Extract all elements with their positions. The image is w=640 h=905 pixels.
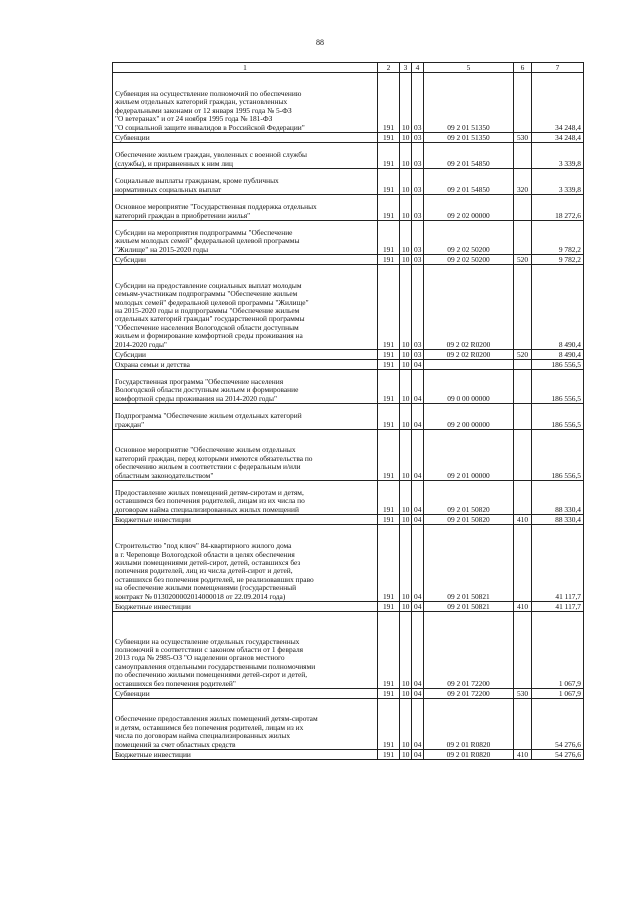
subsection-code-cell: 04	[412, 404, 424, 430]
table-row	[113, 404, 584, 430]
admin-code-cell: 191	[378, 404, 400, 430]
section-code-cell: 10	[400, 481, 412, 515]
table-row	[113, 699, 584, 750]
column-header: 1	[113, 63, 378, 73]
row-name-cell: Строительство "под ключ" 84-квартирного жилого дома в г. Череповце Вологодской области в целях обеспечения жилыми помещениями детей-сирот, детей, оставшихся без попечения родителей, лиц из числа детей-сирот и детей, оставшихся без попечения родителей, не реализовавших право на обеспечение жилыми помещениями (государственный контракт № 0130200002014000018 от 22.09.2014 года)	[113, 525, 378, 602]
table-row	[113, 612, 584, 689]
subsection-code-cell: 03	[412, 255, 424, 265]
admin-code-cell: 191	[378, 515, 400, 525]
row-name-cell: Государственная программа "Обеспечение населения Вологодской области доступным жильем и формирование комфортной среды проживания на 2014-2020 годы"	[113, 370, 378, 404]
row-name-cell: Обеспечение предоставления жилых помещений детям-сиротам и детям, оставшимся без попечения родителей, лицам из их числа по договорам найма специализированных жилых помещений за счет областных средств	[113, 699, 378, 750]
section-code-cell: 10	[400, 689, 412, 699]
amount-cell: 3 339,8	[532, 143, 584, 169]
row-name-cell: Бюджетные инвестиции	[113, 515, 378, 525]
table-row	[113, 133, 584, 143]
expense-type-code-cell	[514, 370, 532, 404]
row-name-cell: Субвенции на осуществление отдельных государственных полномочий в соответствии с законом области от 1 февраля 2013 года № 2985-ОЗ "О наделении органов местного самоуправления отдельными государственными полномочиями по обеспечению жилыми помещениями детей-сирот и детей, оставшихся без попечения родителей"	[113, 612, 378, 689]
amount-cell: 186 556,5	[532, 430, 584, 481]
table-row	[113, 689, 584, 699]
expense-type-code-cell	[514, 73, 532, 133]
section-code-cell: 10	[400, 73, 412, 133]
table-row	[113, 221, 584, 255]
section-code-cell: 10	[400, 350, 412, 360]
admin-code-cell: 191	[378, 143, 400, 169]
table-body	[113, 73, 584, 760]
target-item-code-cell: 09 2 01 54850	[424, 169, 514, 195]
target-item-code-cell: 09 2 01 51350	[424, 73, 514, 133]
subsection-code-cell: 03	[412, 350, 424, 360]
row-name-cell: Обеспечение жильем граждан, уволенных с военной службы (службы), и приравненных к ним лиц	[113, 143, 378, 169]
amount-cell: 1 067,9	[532, 612, 584, 689]
row-name-cell: Бюджетные инвестиции	[113, 602, 378, 612]
amount-cell: 54 276,6	[532, 699, 584, 750]
amount-cell: 88 330,4	[532, 481, 584, 515]
amount-cell: 34 248,4	[532, 73, 584, 133]
target-item-code-cell: 09 2 01 72200	[424, 612, 514, 689]
admin-code-cell: 191	[378, 699, 400, 750]
column-header: 2	[378, 63, 400, 73]
row-name-cell: Подпрограмма "Обеспечение жильем отдельных категорий граждан"	[113, 404, 378, 430]
amount-cell: 3 339,8	[532, 169, 584, 195]
admin-code-cell: 191	[378, 689, 400, 699]
section-code-cell: 10	[400, 612, 412, 689]
admin-code-cell: 191	[378, 602, 400, 612]
row-name-cell: Охрана семьи и детства	[113, 360, 378, 370]
column-header: 7	[532, 63, 584, 73]
table-row	[113, 73, 584, 133]
amount-cell: 186 556,5	[532, 370, 584, 404]
table-row	[113, 350, 584, 360]
section-code-cell: 10	[400, 404, 412, 430]
expense-type-code-cell: 520	[514, 350, 532, 360]
expense-type-code-cell: 530	[514, 133, 532, 143]
row-name-cell: Субвенция на осуществление полномочий по обеспечению жильем отдельных категорий граждан, установленных федеральными законами от 12 января 1995 года № 5-ФЗ "О ветеранах" и от 24 ноября 1995 года № 181-ФЗ "О социальной защите инвалидов в Российской Федерации"	[113, 73, 378, 133]
subsection-code-cell: 04	[412, 515, 424, 525]
section-code-cell: 10	[400, 525, 412, 602]
section-code-cell: 10	[400, 169, 412, 195]
subsection-code-cell: 04	[412, 612, 424, 689]
admin-code-cell: 191	[378, 612, 400, 689]
section-code-cell: 10	[400, 133, 412, 143]
target-item-code-cell: 09 2 02 50200	[424, 221, 514, 255]
admin-code-cell: 191	[378, 73, 400, 133]
section-code-cell: 10	[400, 430, 412, 481]
subsection-code-cell: 04	[412, 525, 424, 602]
table-row	[113, 195, 584, 221]
amount-cell: 8 490,4	[532, 350, 584, 360]
section-code-cell: 10	[400, 699, 412, 750]
target-item-code-cell: 09 0 00 00000	[424, 370, 514, 404]
section-code-cell: 10	[400, 602, 412, 612]
table-row	[113, 525, 584, 602]
section-code-cell: 10	[400, 265, 412, 350]
row-name-cell: Предоставление жилых помещений детям-сиротам и детям, оставшимся без попечения родителей, лицам из их числа по договорам найма специализированных жилых помещений	[113, 481, 378, 515]
admin-code-cell: 191	[378, 221, 400, 255]
row-name-cell: Субвенции	[113, 689, 378, 699]
subsection-code-cell: 04	[412, 370, 424, 404]
expense-type-code-cell: 410	[514, 602, 532, 612]
expense-type-code-cell: 520	[514, 255, 532, 265]
table-header-row	[113, 63, 584, 73]
admin-code-cell: 191	[378, 525, 400, 602]
budget-table	[112, 62, 584, 760]
target-item-code-cell: 09 2 01 51350	[424, 133, 514, 143]
target-item-code-cell: 09 2 01 72200	[424, 689, 514, 699]
expense-type-code-cell	[514, 430, 532, 481]
page-number: 88	[316, 38, 324, 47]
expense-type-code-cell	[514, 265, 532, 350]
admin-code-cell: 191	[378, 169, 400, 195]
subsection-code-cell: 04	[412, 750, 424, 760]
subsection-code-cell: 04	[412, 360, 424, 370]
admin-code-cell: 191	[378, 360, 400, 370]
admin-code-cell: 191	[378, 255, 400, 265]
expense-type-code-cell	[514, 699, 532, 750]
table-row	[113, 360, 584, 370]
target-item-code-cell: 09 2 02 50200	[424, 255, 514, 265]
amount-cell: 1 067,9	[532, 689, 584, 699]
row-name-cell: Субвенции	[113, 133, 378, 143]
admin-code-cell: 191	[378, 370, 400, 404]
target-item-code-cell: 09 2 01 50820	[424, 515, 514, 525]
target-item-code-cell: 09 2 01 54850	[424, 143, 514, 169]
section-code-cell: 10	[400, 195, 412, 221]
target-item-code-cell: 09 2 01 R0820	[424, 699, 514, 750]
row-name-cell: Социальные выплаты гражданам, кроме публичных нормативных социальных выплат	[113, 169, 378, 195]
column-header: 6	[514, 63, 532, 73]
expense-type-code-cell	[514, 143, 532, 169]
admin-code-cell: 191	[378, 481, 400, 515]
target-item-code-cell: 09 2 02 R0200	[424, 350, 514, 360]
expense-type-code-cell: 320	[514, 169, 532, 195]
amount-cell: 88 330,4	[532, 515, 584, 525]
section-code-cell: 10	[400, 143, 412, 169]
subsection-code-cell: 04	[412, 430, 424, 481]
section-code-cell: 10	[400, 515, 412, 525]
column-header: 5	[424, 63, 514, 73]
row-name-cell: Субсидии на мероприятия подпрограммы "Обеспечение жильем молодых семей" федеральной целевой программы "Жилище" на 2015-2020 годы	[113, 221, 378, 255]
table-row	[113, 602, 584, 612]
table-row	[113, 255, 584, 265]
amount-cell: 9 782,2	[532, 255, 584, 265]
expense-type-code-cell	[514, 195, 532, 221]
subsection-code-cell: 03	[412, 133, 424, 143]
amount-cell: 186 556,5	[532, 404, 584, 430]
amount-cell: 54 276,6	[532, 750, 584, 760]
admin-code-cell: 191	[378, 350, 400, 360]
amount-cell: 41 117,7	[532, 602, 584, 612]
admin-code-cell: 191	[378, 750, 400, 760]
section-code-cell: 10	[400, 750, 412, 760]
table-row	[113, 370, 584, 404]
expense-type-code-cell	[514, 221, 532, 255]
admin-code-cell: 191	[378, 265, 400, 350]
section-code-cell: 10	[400, 221, 412, 255]
row-name-cell: Основное мероприятие "Государственная поддержка отдельных категорий граждан в приобретении жилья"	[113, 195, 378, 221]
target-item-code-cell: 09 2 00 00000	[424, 404, 514, 430]
amount-cell: 186 556,5	[532, 360, 584, 370]
expense-type-code-cell	[514, 612, 532, 689]
expense-type-code-cell	[514, 404, 532, 430]
row-name-cell: Основное мероприятие "Обеспечение жильем отдельных категорий граждан, перед которыми имеются обязательства по обеспечению жильем в соответствии с федеральным и/или областным законодательством"	[113, 430, 378, 481]
subsection-code-cell: 03	[412, 73, 424, 133]
admin-code-cell: 191	[378, 195, 400, 221]
subsection-code-cell: 03	[412, 169, 424, 195]
subsection-code-cell: 03	[412, 195, 424, 221]
table-row	[113, 265, 584, 350]
amount-cell: 34 248,4	[532, 133, 584, 143]
expense-type-code-cell: 530	[514, 689, 532, 699]
target-item-code-cell: 09 2 02 00000	[424, 195, 514, 221]
table-row	[113, 515, 584, 525]
subsection-code-cell: 03	[412, 143, 424, 169]
subsection-code-cell: 03	[412, 265, 424, 350]
amount-cell: 8 490,4	[532, 265, 584, 350]
amount-cell: 41 117,7	[532, 525, 584, 602]
target-item-code-cell	[424, 360, 514, 370]
column-header: 3	[400, 63, 412, 73]
expense-type-code-cell	[514, 525, 532, 602]
section-code-cell: 10	[400, 360, 412, 370]
section-code-cell: 10	[400, 370, 412, 404]
target-item-code-cell: 09 2 01 00000	[424, 430, 514, 481]
expense-type-code-cell	[514, 481, 532, 515]
row-name-cell: Субсидии	[113, 350, 378, 360]
subsection-code-cell: 03	[412, 221, 424, 255]
admin-code-cell: 191	[378, 133, 400, 143]
expense-type-code-cell: 410	[514, 750, 532, 760]
target-item-code-cell: 09 2 01 50820	[424, 481, 514, 515]
amount-cell: 9 782,2	[532, 221, 584, 255]
table-row	[113, 143, 584, 169]
expense-type-code-cell: 410	[514, 515, 532, 525]
table-row	[113, 430, 584, 481]
section-code-cell: 10	[400, 255, 412, 265]
table-row	[113, 481, 584, 515]
subsection-code-cell: 04	[412, 481, 424, 515]
table-row	[113, 750, 584, 760]
target-item-code-cell: 09 2 01 R0820	[424, 750, 514, 760]
subsection-code-cell: 04	[412, 689, 424, 699]
target-item-code-cell: 09 2 01 50821	[424, 525, 514, 602]
target-item-code-cell: 09 2 02 R0200	[424, 265, 514, 350]
subsection-code-cell: 04	[412, 602, 424, 612]
admin-code-cell: 191	[378, 430, 400, 481]
target-item-code-cell: 09 2 01 50821	[424, 602, 514, 612]
row-name-cell: Бюджетные инвестиции	[113, 750, 378, 760]
row-name-cell: Субсидии на предоставление социальных выплат молодым семьям-участникам подпрограммы "Обеспечение жильем молодых семей" федеральной целевой программы "Жилище" на 2015-2020 годы и подпрограммы "Обеспечение жильем отдельных категорий граждан" государственной программы "Обеспечение населения Вологодской области доступным жильем и формирование комфортной среды проживания на 2014-2020 годы"	[113, 265, 378, 350]
column-header: 4	[412, 63, 424, 73]
row-name-cell: Субсидии	[113, 255, 378, 265]
table-row	[113, 169, 584, 195]
expense-type-code-cell	[514, 360, 532, 370]
amount-cell: 18 272,6	[532, 195, 584, 221]
subsection-code-cell: 04	[412, 699, 424, 750]
